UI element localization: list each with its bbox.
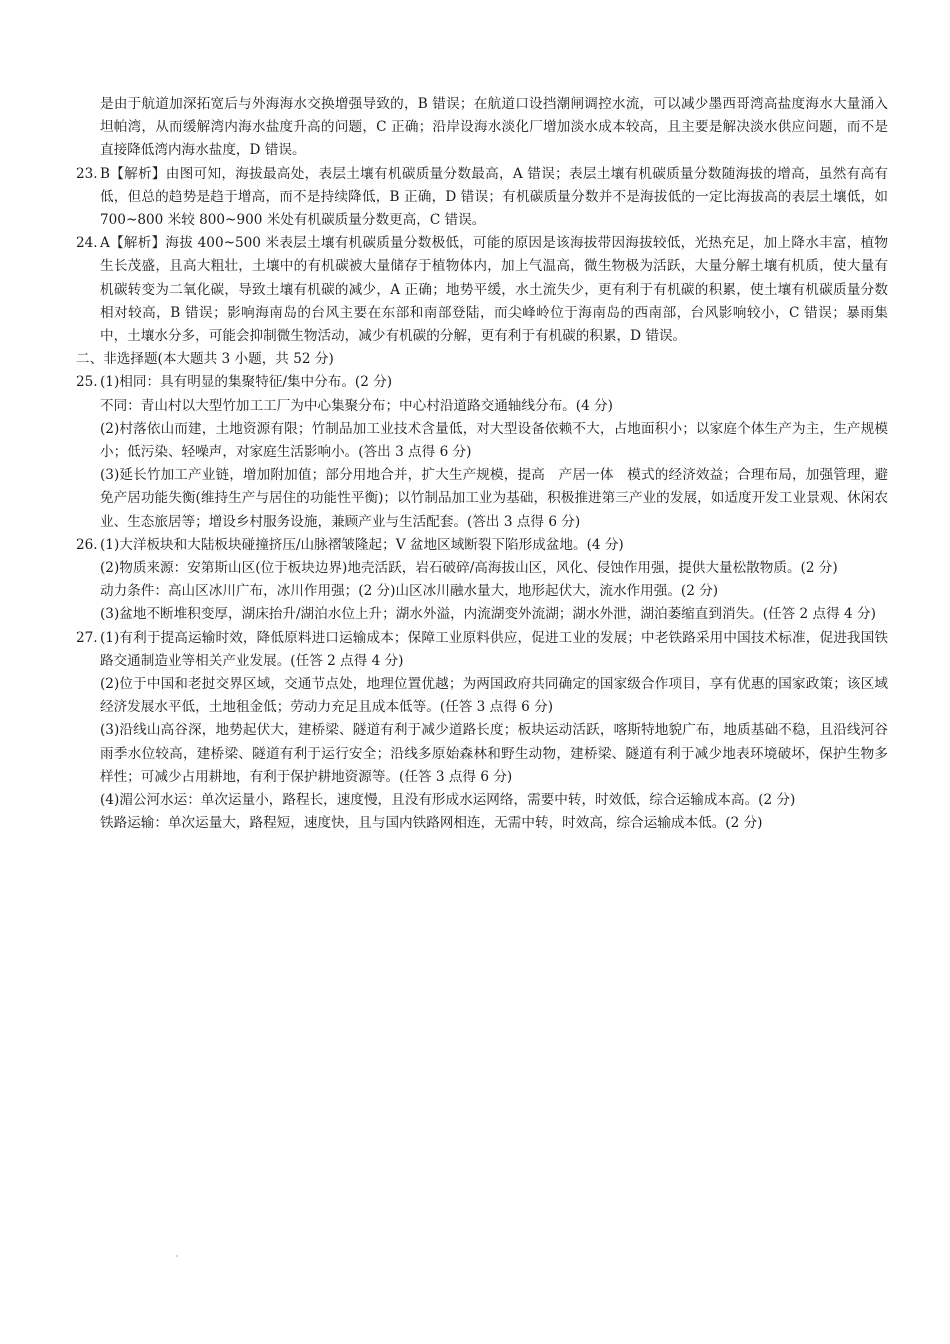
answer-item-25 bbox=[76, 371, 888, 394]
item-text: (1)相同：具有明显的集聚特征/集中分布。(2 分) bbox=[100, 374, 393, 391]
q25-line: (2)村落依山而建，土地资源有限；竹制品加工业技术含量低，对大型设备依赖不大，占地面积小；以家庭个体生产为主，生产规模小；低污染、轻噪声，对家庭生活影响小。(答出 3 点得 6 分) bbox=[100, 420, 888, 461]
item-text: (1)大洋板块和大陆板块碰撞挤压/山脉褶皱隆起；V 盆地区域断裂下陷形成盆地。(4 分) bbox=[100, 536, 624, 553]
item-number: 25. bbox=[76, 374, 98, 391]
item-text: A【解析】海拔 400~500 米表层土壤有机碳质量分数极低，可能的原因是该海拔带因海拔较低，光热充足，加上降水丰富，植物生长茂盛，且高大粗壮，土壤中的有机碳被大量储存于植物体内，加上气温高，微生物极为活跃，大量分解土壤有机质，使大量有机碳转变为二氧化碳，导致土壤有机碳的减少，A 正确；地势平缓，水土流失少，更有利于有机碳的积累，使土壤有机碳质量分数相对较高，B 错误；影响海南岛的台风主要在东部和南部登陆，而尖峰岭位于海南岛的西南部，台风影响较小，C 错误；暴雨集中，土壤水分多，可能会抑制微生物活动，减少有机碳的分解，更有利于有机碳的积累，D 错误。 bbox=[100, 235, 888, 345]
q27-line: (2)位于中国和老挝交界区域，交通节点处，地理位置优越；为两国政府共同确定的国家级合作项目，享有优惠的国家政策；该区域经济发展水平低，土地租金低；劳动力充足且成本低等。(任答 3 点得 6 分) bbox=[100, 676, 888, 716]
answer-item-24 bbox=[76, 232, 888, 348]
q27-line: (4)湄公河水运：单次运量小，路程长，速度慢，且没有形成水运网络，需要中转，时效低，综合运输成本高。(2 分) bbox=[100, 792, 796, 809]
q25-line: 不同：青山村以大型竹加工工厂为中心集聚分布；中心村沿道路交通轴线分布。(4 分) bbox=[100, 397, 613, 414]
answer-item-27 bbox=[76, 627, 888, 673]
section-title: 二、非选择题(本大题共 3 小题，共 52 分) bbox=[76, 351, 334, 368]
item-number: 26. bbox=[76, 536, 98, 553]
q25-line: (3)延长竹加工产业链，增加附加值；部分用地合并，扩大生产规模，提高 产居一体 模式的经济效益；合理布局，加强管理，避免产居功能失衡(维持生产与居住的功能性平衡)；以竹制品加工业为基础，积极推进第三产业的发展，如适度开发工业景观、休闲农业、生态旅居等；增设乡村服务设施，兼顾产业与生活配套。(答出 3 点得 6 分) bbox=[100, 467, 888, 530]
item-number: 24. bbox=[76, 235, 98, 252]
lead-paragraph: 是由于航道加深拓宽后与外海海水交换增强导致的，B 错误；在航道口设挡潮闸调控水流，可以减少墨西哥湾高盐度海水大量涌入坦帕湾，从而缓解湾内海水盐度升高的问题，C 正确；沿岸设海水淡化厂增加淡水成本较高，且主要是解决淡水供应问题，而不是直接降低湾内海水盐度，D 错误。 bbox=[100, 96, 888, 159]
item-number: 27. bbox=[76, 629, 98, 646]
q26-line: (3)盆地不断堆积变厚，湖床抬升/湖泊水位上升；湖水外溢，内流湖变外流湖；湖水外泄，湖泊萎缩直到消失。(任答 2 点得 4 分) bbox=[100, 606, 876, 623]
page-mark bbox=[176, 1255, 178, 1257]
item-number: 23. bbox=[76, 165, 98, 182]
item-text: (1)有利于提高运输时效，降低原料进口运输成本；保障工业原料供应，促进工业的发展；中老铁路采用中国技术标准，促进我国铁路交通制造业等相关产业发展。(任答 2 点得 4 分) bbox=[100, 629, 888, 669]
q27-line: 铁路运输：单次运量大，路程短，速度快，且与国内铁路网相连，无需中转，时效高，综合运输成本低。(2 分) bbox=[100, 815, 763, 832]
answer-content bbox=[76, 93, 888, 836]
q26-line: (2)物质来源：安第斯山区(位于板块边界)地壳活跃，岩石破碎/高海拔山区，风化、侵蚀作用强，提供大量松散物质。(2 分) bbox=[100, 560, 838, 577]
item-text: B【解析】由图可知，海拔最高处，表层土壤有机碳质量分数最高，A 错误；表层土壤有机碳质量分数随海拔的增高，虽然有高有低，但总的趋势是趋于增高，而不是持续降低，B 正确，D 错误；有机碳质量分数并不是海拔低的一定比海拔高的表层土壤低，如 700~800 米较 800~900 米处有机碳质量分数更高，C 错误。 bbox=[100, 165, 888, 229]
q27-line: (3)沿线山高谷深，地势起伏大，建桥梁、隧道有利于减少道路长度；板块运动活跃，喀斯特地貌广布，地质基础不稳，且沿线河谷雨季水位较高，建桥梁、隧道有利于运行安全；沿线多原始森林和野生动物，建桥梁、隧道有利于减少地表环境破坏，保护生物多样性；可减少占用耕地，有利于保护耕地资源等。(任答 3 点得 6 分) bbox=[100, 722, 888, 785]
q26-line: 动力条件：高山区冰川广布，冰川作用强；(2 分)山区冰川融水量大，地形起伏大，流水作用强。(2 分) bbox=[100, 583, 719, 600]
answer-item-23 bbox=[76, 163, 888, 233]
answer-item-26 bbox=[76, 534, 888, 557]
